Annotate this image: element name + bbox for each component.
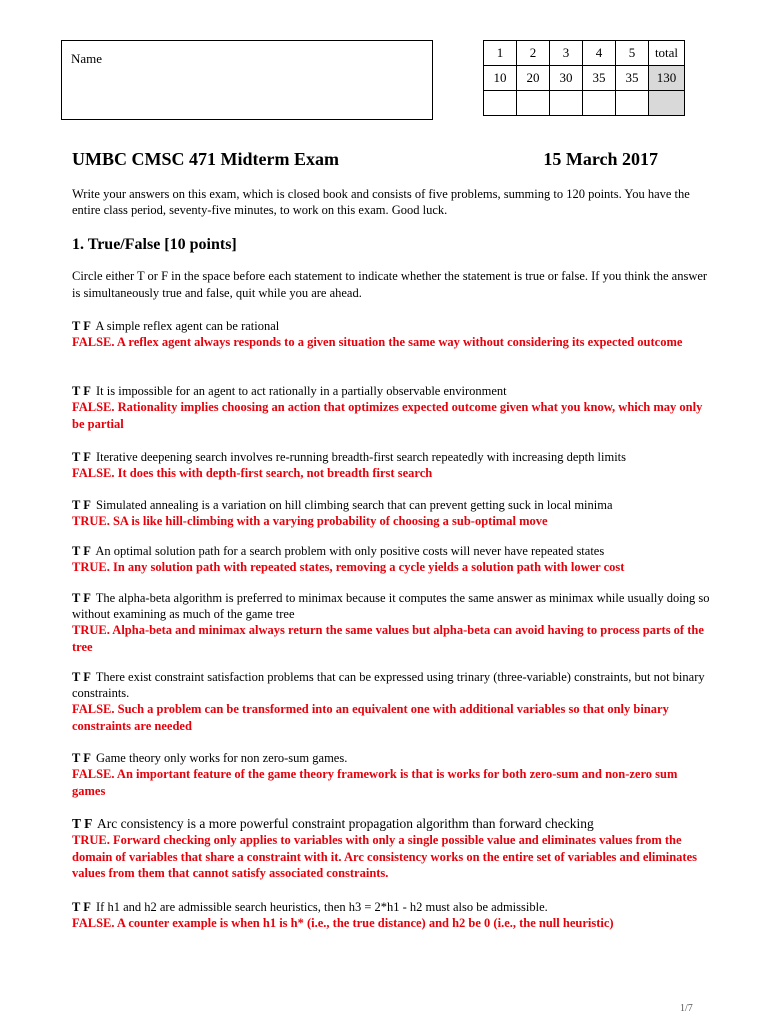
exam-date: 15 March 2017: [543, 149, 658, 169]
question-statement: There exist constraint satisfaction problems that can be expressed using trinary (three-variable) constraints, but not binary constraints.: [72, 670, 705, 700]
question-statement: If h1 and h2 are admissible search heuristics, then h3 = 2*h1 - h2 must also be admissible.: [96, 900, 548, 914]
question-statement: Game theory only works for non zero-sum games.: [96, 751, 348, 765]
question-answer: FALSE. An important feature of the game theory framework is that is works for both zero-sum and non-zero sum games: [72, 767, 678, 798]
true-false-choice[interactable]: T F: [72, 900, 91, 914]
true-false-choice[interactable]: T F: [72, 319, 91, 333]
score-row: [484, 91, 685, 116]
problem-3-score[interactable]: [550, 91, 583, 116]
question-8: [72, 750, 712, 799]
question-4: [72, 497, 712, 530]
true-false-choice[interactable]: T F: [72, 544, 91, 558]
true-false-choice[interactable]: T F: [72, 450, 91, 464]
question-answer: TRUE. In any solution path with repeated states, removing a cycle yields a solution path with lower cost: [72, 560, 625, 574]
section-instructions: Circle either T or F in the space before each statement to indicate whether the statement is true or false. If you think the answer is simultaneously true and false, quit while you are ahead.: [72, 269, 708, 300]
page-number: 1/7: [680, 1003, 693, 1014]
total-points: 130: [649, 66, 685, 91]
problem-number-row: [484, 41, 685, 66]
exam-instructions: Write your answers on this exam, which is closed book and consists of five problems, summing to 120 points. You have the entire class period, seventy-five minutes, to work on this exam. Good luck.: [72, 187, 690, 217]
question-statement: A simple reflex agent can be rational: [95, 319, 280, 333]
question-6: [72, 590, 712, 655]
total-header: total: [649, 41, 685, 66]
problem-1-score[interactable]: [484, 91, 517, 116]
name-field[interactable]: [61, 40, 433, 120]
problem-4-score[interactable]: [583, 91, 616, 116]
question-7: [72, 669, 712, 734]
question-answer: FALSE. Such a problem can be transformed into an equivalent one with additional variables so that only binary constraints are needed: [72, 702, 669, 733]
question-5: [72, 543, 712, 576]
question-answer: FALSE. Rationality implies choosing an action that optimizes expected outcome given what you know, which may only be partial: [72, 400, 703, 431]
question-1: [72, 318, 712, 351]
true-false-choice[interactable]: T F: [72, 384, 91, 398]
question-answer: TRUE. Alpha-beta and minimax always return the same values but alpha-beta can avoid having to process parts of the tree: [72, 623, 704, 654]
section-heading: 1. True/False [10 points]: [72, 236, 237, 253]
problem-1-points: 10: [484, 66, 517, 91]
problem-5-score[interactable]: [616, 91, 649, 116]
question-statement: Arc consistency is a more powerful constraint propagation algorithm than forward checking: [97, 816, 594, 831]
problem-4-points: 35: [583, 66, 616, 91]
points-row: [484, 66, 685, 91]
question-statement: It is impossible for an agent to act rationally in a partially observable environment: [96, 384, 507, 398]
problem-5-header: 5: [616, 41, 649, 66]
problem-2-header: 2: [517, 41, 550, 66]
problem-4-header: 4: [583, 41, 616, 66]
question-statement: Iterative deepening search involves re-running breadth-first search repeatedly with increasing depth limits: [96, 450, 627, 464]
problem-1-header: 1: [484, 41, 517, 66]
problem-3-points: 30: [550, 66, 583, 91]
question-answer: FALSE. A reflex agent always responds to a given situation the same way without considering its expected outcome: [72, 335, 683, 349]
exam-title: UMBC CMSC 471 Midterm Exam: [72, 149, 339, 169]
true-false-choice[interactable]: T F: [72, 751, 91, 765]
question-10: [72, 899, 712, 932]
question-statement: An optimal solution path for a search problem with only positive costs will never have repeated states: [95, 544, 605, 558]
question-2: [72, 383, 712, 432]
question-3: [72, 449, 712, 482]
name-label: Name: [71, 51, 103, 66]
problem-3-header: 3: [550, 41, 583, 66]
problem-2-score[interactable]: [517, 91, 550, 116]
total-score: [649, 91, 685, 116]
true-false-choice[interactable]: T F: [72, 816, 93, 831]
question-answer: FALSE. A counter example is when h1 is h* (i.e., the true distance) and h2 be 0 (i.e., the null heuristic): [72, 916, 614, 930]
true-false-choice[interactable]: T F: [72, 670, 91, 684]
question-statement: Simulated annealing is a variation on hill climbing search that can prevent getting suck in local minima: [96, 498, 613, 512]
problem-2-points: 20: [517, 66, 550, 91]
question-statement: The alpha-beta algorithm is preferred to minimax because it computes the same answer as minimax while usually doing so without examining as much of the game tree: [72, 591, 710, 621]
exam-title-line: [72, 149, 662, 170]
score-table: [483, 40, 685, 116]
question-answer: TRUE. SA is like hill-climbing with a varying probability of choosing a sub-optimal move: [72, 514, 548, 528]
question-answer: TRUE. Forward checking only applies to variables with only a single possible value and eliminates values from the domain of variables that share a constraint with it. Arc consistency works on the entire set of variables and eliminates values from them that cannot satisfy associated constraints.: [72, 833, 697, 880]
question-9: [72, 816, 712, 882]
question-answer: FALSE. It does this with depth-first search, not breadth first search: [72, 466, 433, 480]
true-false-choice[interactable]: T F: [72, 591, 91, 605]
true-false-choice[interactable]: T F: [72, 498, 91, 512]
problem-5-points: 35: [616, 66, 649, 91]
